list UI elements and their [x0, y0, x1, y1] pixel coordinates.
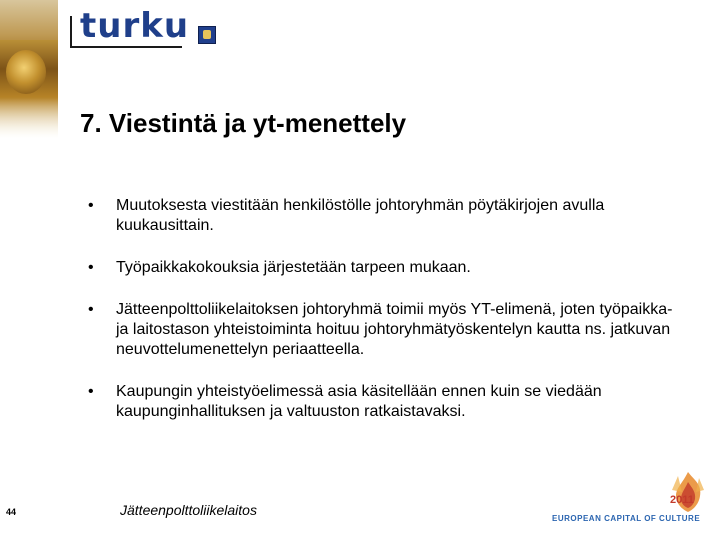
bullet-text: Jätteenpolttoliikelaitoksen johtoryhmä toimii myös YT-elimenä, joten työpaikka- ja laitostason yhteistoiminta hoituu johtoryhmätyöskentelyn kautta ns. jatkuvan neuvottelumenettelyn periaatteella.: [116, 301, 673, 358]
bullet-icon: •: [88, 383, 94, 400]
bullet-icon: •: [88, 197, 94, 214]
bullet-item: [88, 300, 688, 360]
flame-icon: [666, 470, 710, 516]
bullet-text: Muutoksesta viestitään henkilöstölle johtoryhmän pöytäkirjojen avulla kuukausittain.: [116, 197, 605, 234]
slide-title: 7. Viestintä ja yt-menettely: [80, 108, 407, 138]
turku-logo: [70, 6, 220, 50]
ecoc-caption: EUROPEAN CAPITAL OF CULTURE: [552, 514, 701, 523]
bullet-icon: •: [88, 259, 94, 276]
turku-crest-icon: [198, 26, 216, 44]
header-photo: [0, 0, 58, 138]
bullet-icon: •: [88, 301, 94, 318]
bullet-text: Kaupungin yhteistyöelimessä asia käsitellään ennen kuin se viedään kaupunginhallituksen ja valtuuston ratkaistavaksi.: [116, 383, 602, 420]
page-number: 44: [6, 507, 17, 517]
ecoc-logo: [552, 470, 716, 532]
bullet-text: Työpaikkakokouksia järjestetään tarpeen mukaan.: [116, 259, 471, 276]
logo-text: turku: [80, 6, 190, 46]
bullet-item: [88, 382, 688, 422]
footer-organization: Jätteenpolttoliikelaitos: [120, 502, 257, 518]
bullet-item: [88, 258, 688, 278]
ecoc-year: 2011: [670, 494, 694, 506]
bullet-item: [88, 196, 688, 236]
bullet-list: [88, 196, 688, 444]
